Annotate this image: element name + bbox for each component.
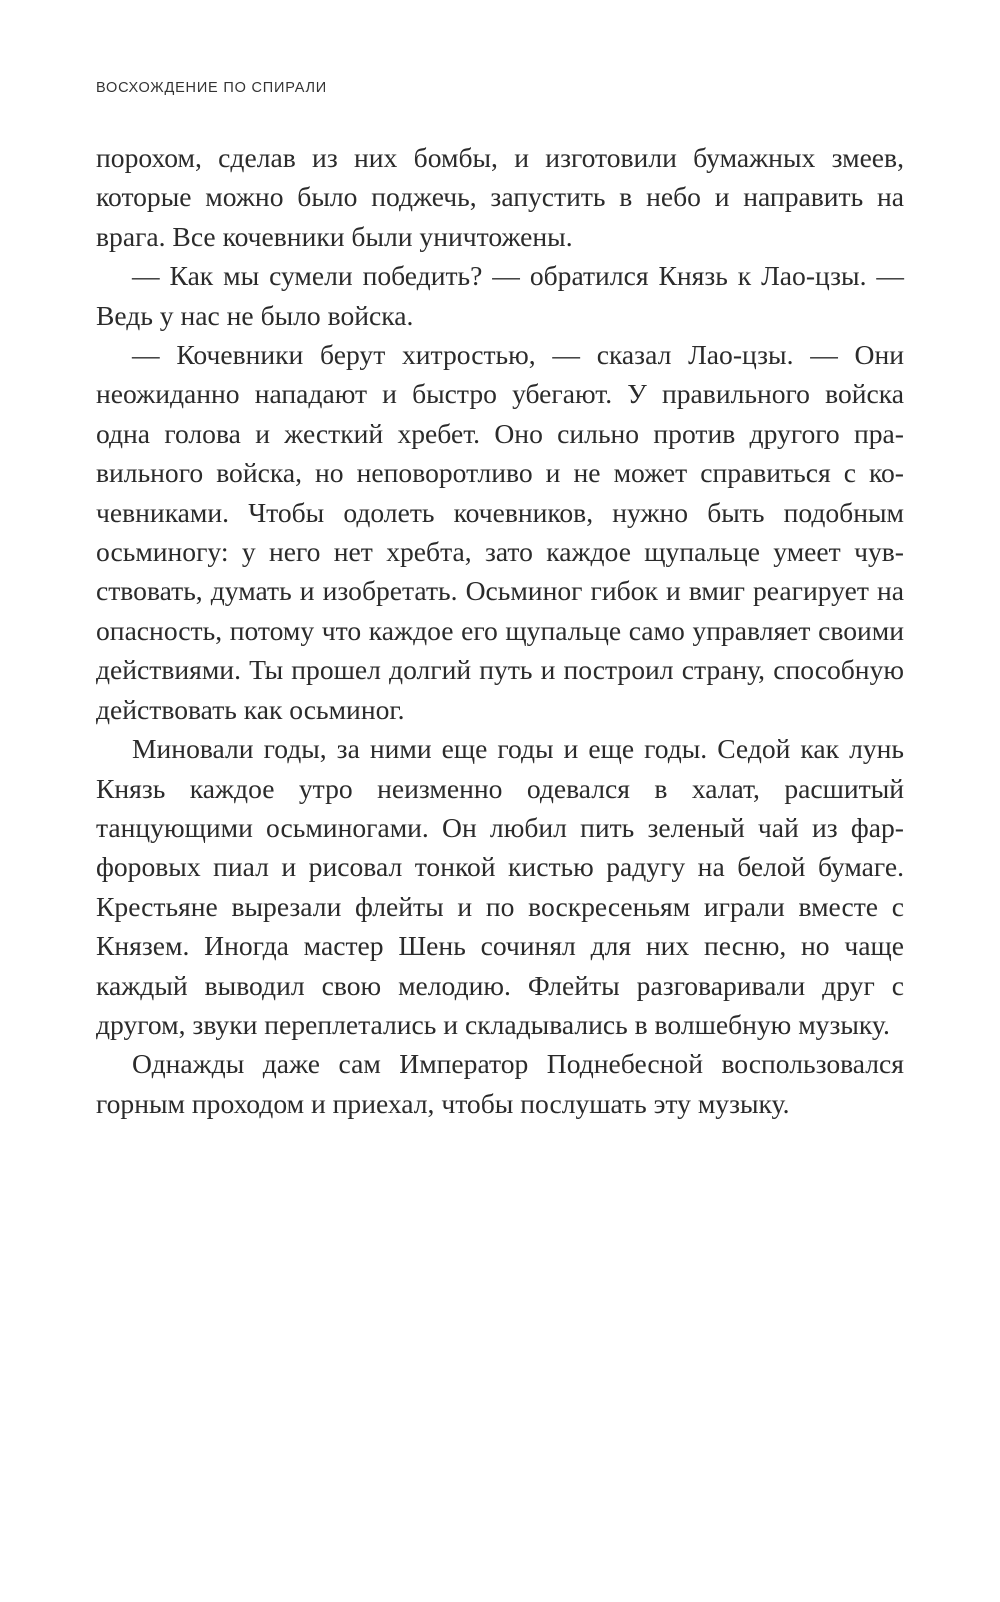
running-head: ВОСХОЖДЕНИЕ ПО СПИРАЛИ	[96, 80, 328, 96]
paragraph-2: — Как мы сумели победить? — обратился Князь к Лао-цзы. — Ведь у нас не было войска.	[96, 260, 904, 331]
paragraph-1: порохом, сделав из них бомбы, и изготовили бумажных змеев, которые можно было поджечь, запустить в небо и направить на врага. Все кочевники были уничтожены.	[96, 142, 904, 252]
paragraph-5: Однажды даже сам Император Поднебесной воспользовался горным проходом и приехал, чтобы послушать эту музыку.	[96, 1048, 904, 1119]
paragraph-3: — Кочевники берут хитростью, — сказал Лао-цзы. — Они неожиданно нападают и быстро убегают. У правильного войска одна голова и жесткий хребет. Оно сильно против другого правильного войска, но неповоротливо и не может справиться с кочевниками. Чтобы одолеть кочевников, нужно быть подобным осьминогу: у него нет хребта, зато каждое щупальце умеет чувствовать, думать и изобретать. Осьминог гибок и вмиг реагирует на опасность, потому что каждое его щупальце само управляет своими действиями. Ты прошел долгий путь и построил страну, способную действовать как осьминог.	[96, 339, 904, 725]
body-text	[96, 138, 904, 1123]
paragraph-4: Миновали годы, за ними еще годы и еще годы. Седой как лунь Князь каждое утро неизменно одевался в халат, расшитый танцующими осьминогами. Он любил пить зеленый чай из фарфоровых пиал и рисовал тонкой кистью радугу на белой бумаге. Крестьяне вырезали флейты и по воскресеньям играли вместе с Князем. Иногда мастер Шень сочинял для них песню, но чаще каждый выводил свою мелодию. Флейты разговаривали друг с другом, звуки переплетались и складывались в волшебную музыку.	[96, 733, 904, 1040]
